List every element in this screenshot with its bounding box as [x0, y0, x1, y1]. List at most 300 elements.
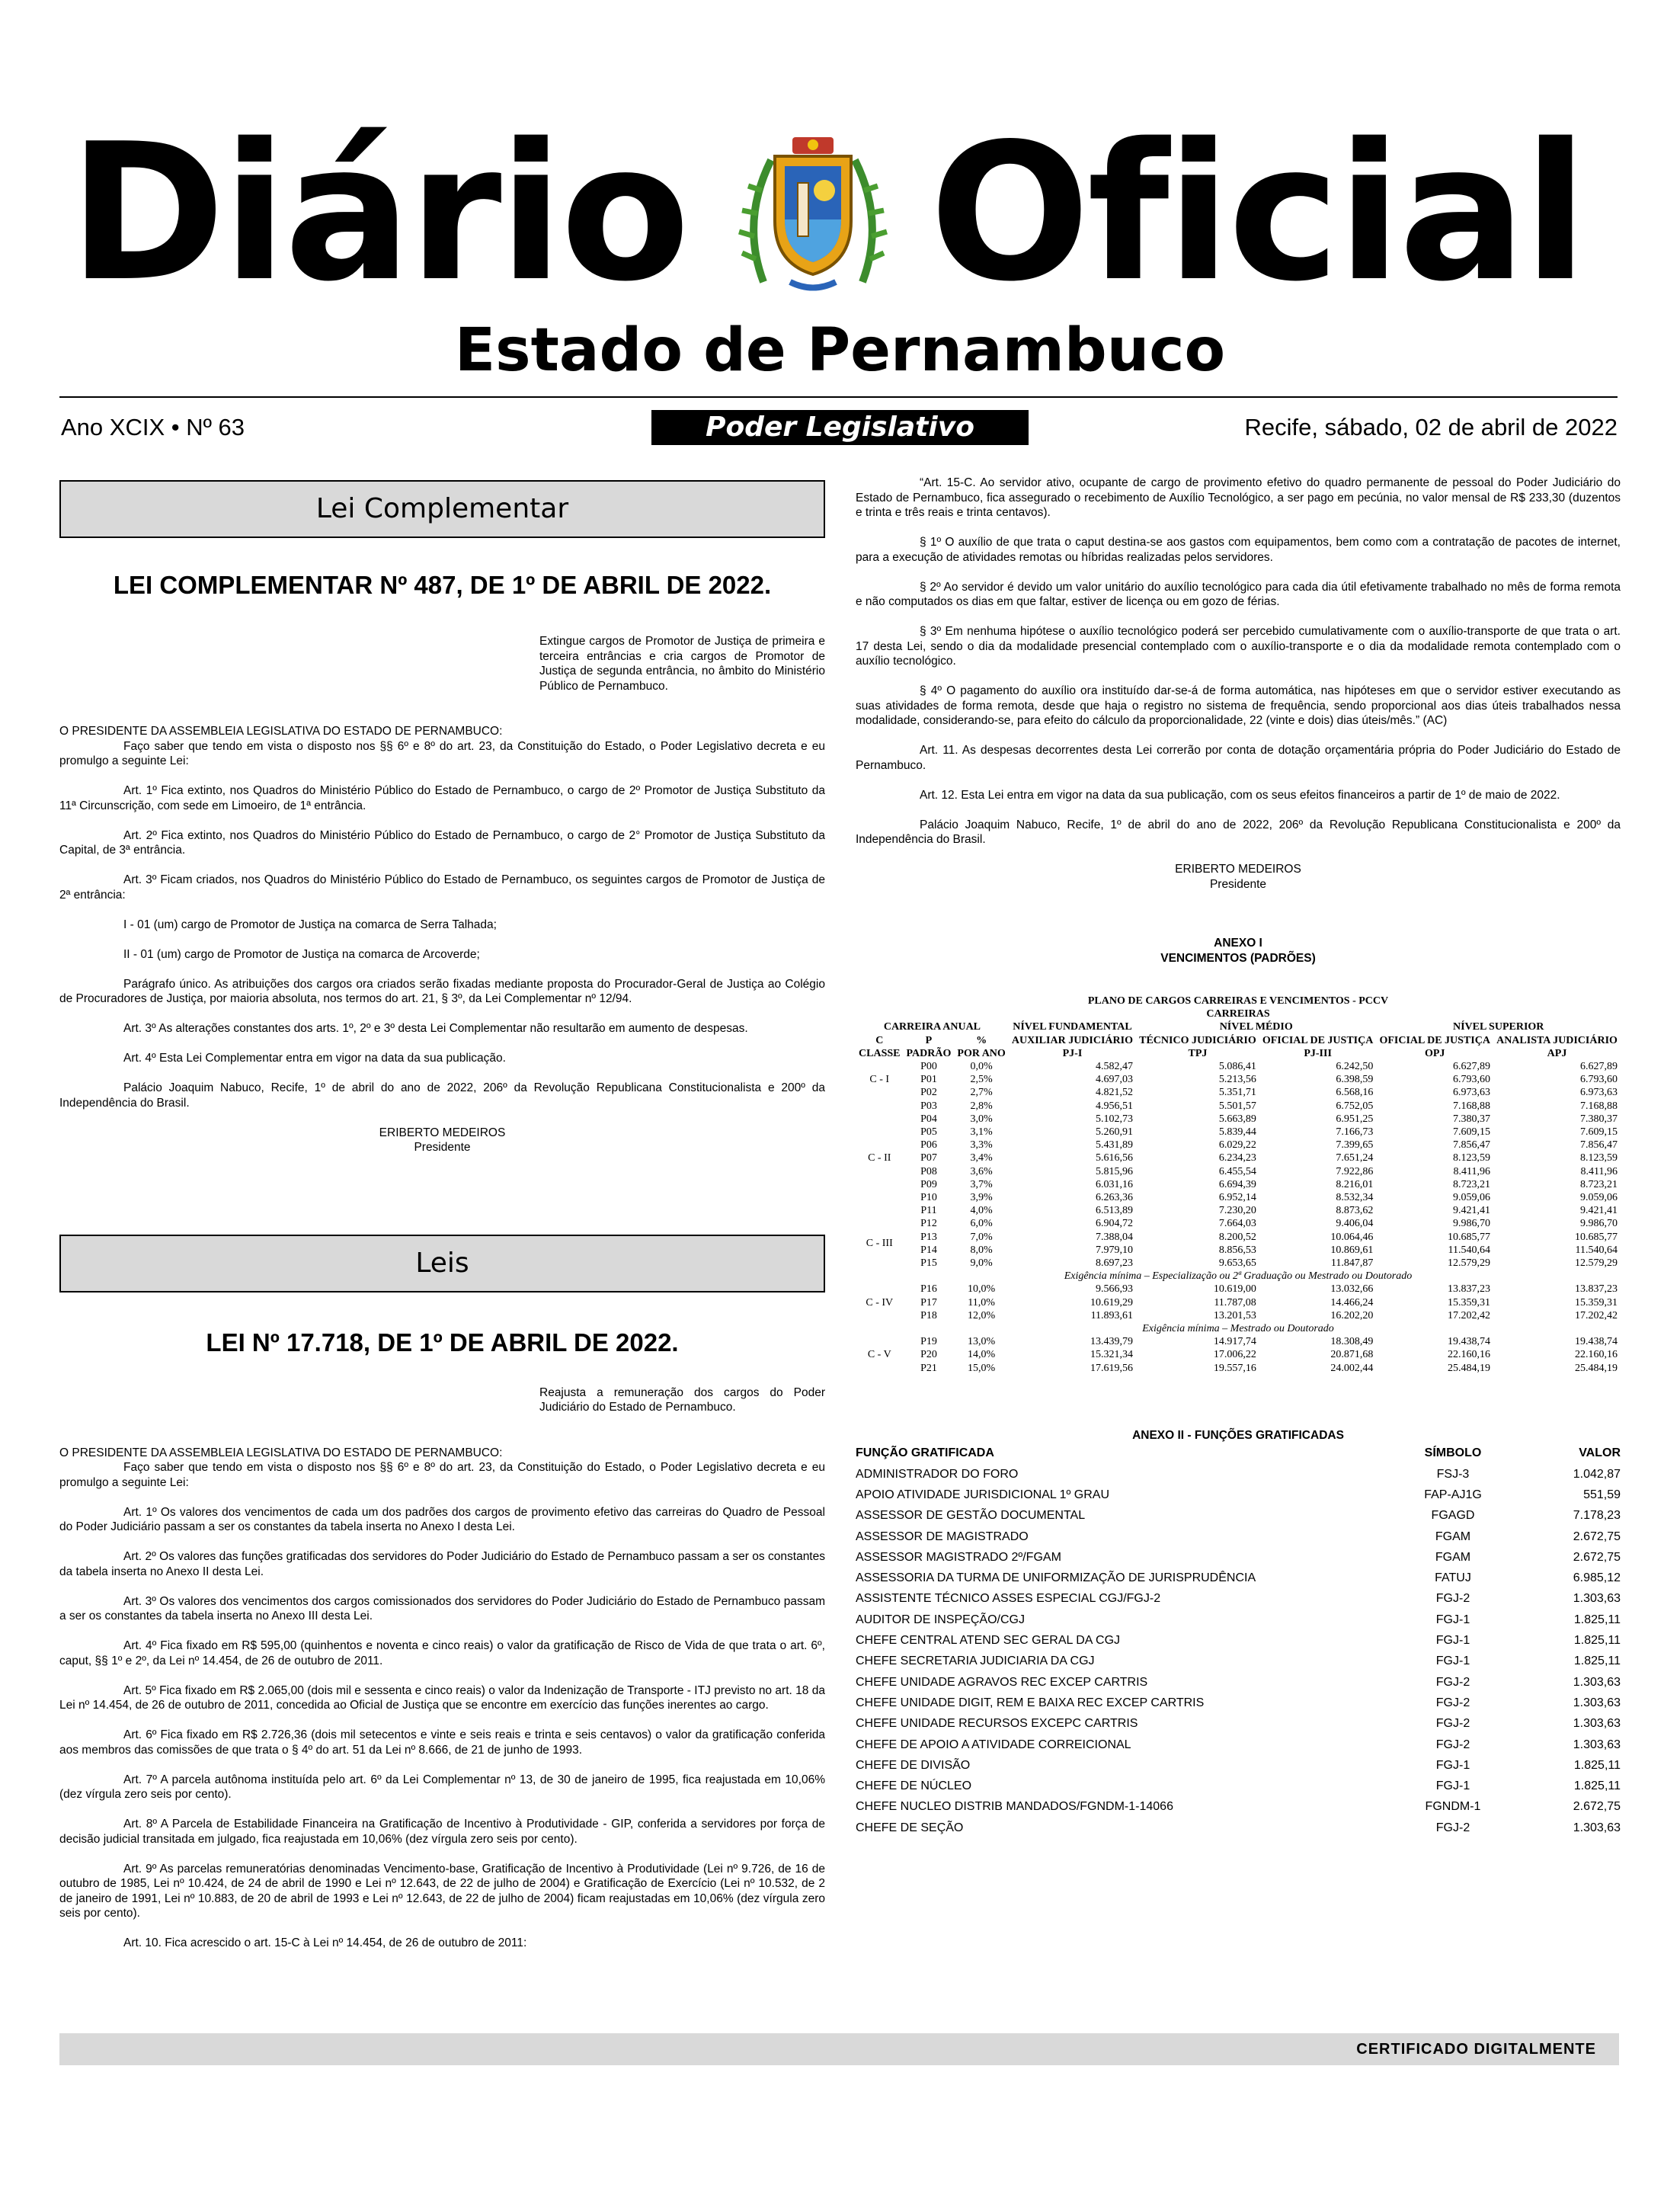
- pct-cell: 2,7%: [970, 1087, 993, 1099]
- value-cell: 17.619,56: [1090, 1362, 1134, 1374]
- lc-paragraph: Palácio Joaquim Nabuco, Recife, 1º de abril do ano de 2022, 206º da Revolução Republicana Constitucionalista e 200º da Independência do Brasil.: [59, 1081, 825, 1110]
- pct-cell: 3,3%: [970, 1139, 993, 1152]
- header-simbolo: SÍMBOLO: [1424, 1446, 1482, 1460]
- header-nivel-superior: NÍVEL SUPERIOR: [1452, 1021, 1544, 1033]
- value-cell: 19.438,74: [1575, 1336, 1618, 1348]
- pct-cell: 6,0%: [970, 1218, 993, 1230]
- padrao-cell: P08: [920, 1165, 937, 1177]
- valor-cell: 1.303,63: [1573, 1675, 1621, 1689]
- valor-cell: 2.672,75: [1573, 1550, 1621, 1564]
- header-padrao: PADRÃO: [906, 1047, 952, 1059]
- value-cell: 6.793,60: [1453, 1074, 1490, 1086]
- table-row: [856, 1348, 1621, 1361]
- table-row: [856, 1610, 1621, 1630]
- pct-cell: 12,0%: [968, 1309, 996, 1321]
- value-cell: 10.064,46: [1330, 1231, 1374, 1243]
- value-cell: 18.308,49: [1330, 1336, 1374, 1348]
- simbolo-cell: FGJ-1: [1435, 1779, 1470, 1793]
- header-pj1: PJ-I: [1062, 1047, 1083, 1059]
- value-cell: 13.032,66: [1330, 1283, 1374, 1296]
- valor-cell: 1.303,63: [1573, 1592, 1621, 1606]
- anexo1-note: Exigência mínima – Mestrado ou Doutorado: [1142, 1323, 1334, 1335]
- art-paragraph: Art. 11. As despesas decorrentes desta Lei correrão por conta de dotação orçamentária própria do Poder Judiciário do Estado de Pernambuco.: [856, 744, 1621, 772]
- valor-cell: 1.303,63: [1573, 1821, 1621, 1834]
- header-analista: ANALISTA JUDICIÁRIO: [1496, 1034, 1618, 1046]
- header-oficial: OFICIAL DE JUSTIÇA: [1262, 1034, 1374, 1046]
- value-cell: 9.406,04: [1336, 1218, 1374, 1230]
- header-por-ano: POR ANO: [957, 1047, 1006, 1059]
- value-cell: 9.653,65: [1218, 1257, 1256, 1270]
- header-pct: %: [976, 1034, 987, 1046]
- value-cell: 17.006,22: [1213, 1349, 1256, 1361]
- simbolo-cell: FGAM: [1435, 1530, 1471, 1543]
- lei-paragraph: Art. 8º A Parcela de Estabilidade Financeira na Gratificação de Incentivo à Produtividade - GIP, conferida a servidores por força de decisão judicial transitada em julgado, fica reajustada em 10,06% (dez vírgula zero seis por cento).: [59, 1818, 825, 1846]
- pct-cell: 15,0%: [968, 1362, 996, 1374]
- funcao-cell: CHEFE NUCLEO DISTRIB MANDADOS/FGNDM-1-14066: [856, 1800, 1173, 1814]
- value-cell: 8.123,59: [1453, 1152, 1490, 1164]
- padrao-cell: P06: [920, 1139, 937, 1152]
- pct-cell: 3,4%: [970, 1152, 993, 1164]
- class-cell: C - IV: [866, 1296, 894, 1309]
- masthead-title-right: Oficial: [930, 104, 1586, 323]
- art15c-paragraph: § 1º O auxílio de que trata o caput destina-se aos gastos com equipamentos, bem como com a contratação de pacotes de internet, para a execução de atividades remotas ou híbridas realizadas pelos servidores.: [856, 536, 1621, 564]
- plan-subtitle: CARREIRAS: [1206, 1008, 1270, 1020]
- value-cell: 13.837,23: [1448, 1283, 1490, 1296]
- left-column: [59, 457, 825, 1951]
- anexo1-table: [856, 995, 1621, 1375]
- value-cell: 7.230,20: [1218, 1205, 1256, 1217]
- lei-paragraph: Art. 7º A parcela autônoma instituída pelo art. 6º da Lei Complementar nº 13, de 30 de janeiro de 1995, fica reajustada em 10,06% (dez vírgula zero seis por cento).: [59, 1773, 825, 1801]
- value-cell: 13.837,23: [1575, 1283, 1618, 1296]
- masthead-title-left: Diário: [69, 104, 687, 323]
- class-cell: C - V: [867, 1349, 891, 1361]
- value-cell: 5.616,56: [1096, 1152, 1134, 1164]
- table-row: [856, 1651, 1621, 1671]
- header-pj3: PJ-III: [1304, 1047, 1332, 1059]
- lc-paragraph: Art. 3º Ficam criados, nos Quadros do Ministério Público do Estado de Pernambuco, os seguintes cargos de Promotor de Justiça de 2ª entrância:: [59, 873, 825, 902]
- padrao-cell: P00: [920, 1061, 937, 1073]
- padrao-cell: P21: [920, 1362, 937, 1374]
- padrao-cell: P05: [920, 1126, 937, 1139]
- value-cell: 4.956,51: [1096, 1100, 1134, 1112]
- signature-name: ERIBERTO MEDEIROS: [379, 1126, 506, 1139]
- value-cell: 5.431,89: [1096, 1139, 1134, 1152]
- value-cell: 9.566,93: [1096, 1283, 1134, 1296]
- funcao-cell: CHEFE UNIDADE AGRAVOS REC EXCEP CARTRIS: [856, 1675, 1148, 1689]
- header-nivel-fundamental: NÍVEL FUNDAMENTAL: [1013, 1021, 1132, 1033]
- value-cell: 10.869,61: [1330, 1244, 1374, 1256]
- value-cell: 6.752,05: [1336, 1100, 1374, 1112]
- masthead-rule: [59, 396, 1618, 398]
- value-cell: 6.694,39: [1218, 1178, 1256, 1190]
- value-cell: 19.557,16: [1213, 1362, 1256, 1374]
- header-valor: VALOR: [1579, 1446, 1621, 1460]
- simbolo-cell: FGAM: [1435, 1550, 1471, 1564]
- value-cell: 6.029,22: [1218, 1139, 1256, 1152]
- value-cell: 5.351,71: [1218, 1087, 1256, 1099]
- funcao-cell: ASSESSOR MAGISTRADO 2º/FGAM: [856, 1550, 1061, 1564]
- value-cell: 6.513,89: [1096, 1205, 1134, 1217]
- pct-cell: 9,0%: [970, 1257, 993, 1270]
- simbolo-cell: FGAGD: [1431, 1509, 1475, 1523]
- value-cell: 6.031,16: [1096, 1178, 1134, 1190]
- lc-paragraph: Art. 3º As alterações constantes dos arts. 1º, 2º e 3º desta Lei Complementar não resultarão em aumento de despesas.: [123, 1022, 748, 1035]
- valor-cell: 1.825,11: [1573, 1758, 1621, 1772]
- simbolo-cell: FGNDM-1: [1425, 1800, 1481, 1814]
- valor-cell: 1.042,87: [1573, 1467, 1621, 1481]
- table-row: [856, 1796, 1621, 1817]
- funcao-cell: APOIO ATIVIDADE JURISDICIONAL 1º GRAU: [856, 1488, 1110, 1501]
- value-cell: 8.532,34: [1336, 1192, 1374, 1204]
- table-row: [856, 1485, 1621, 1505]
- valor-cell: 1.825,11: [1573, 1654, 1621, 1668]
- value-cell: 7.168,88: [1580, 1100, 1618, 1112]
- table-row: [856, 1713, 1621, 1734]
- value-cell: 5.213,56: [1218, 1074, 1256, 1086]
- lei-paragraph: Art. 4º Fica fixado em R$ 595,00 (quinhentos e noventa e cinco reais) o valor da gratificação de Risco de Vida de que trata o art. 6º, caput, §§ 1º e 2º, da Lei nº 14.454, de 26 de outubro de 2011.: [59, 1639, 825, 1667]
- valor-cell: 6.985,12: [1573, 1571, 1621, 1585]
- simbolo-cell: FGJ-2: [1435, 1592, 1470, 1606]
- plan-title: PLANO DE CARGOS CARREIRAS E VENCIMENTOS - PCCV: [1087, 995, 1389, 1007]
- valor-cell: 2.672,75: [1573, 1530, 1621, 1543]
- value-cell: 7.856,47: [1453, 1139, 1490, 1152]
- table-row: [856, 1257, 1621, 1270]
- pct-cell: 11,0%: [968, 1296, 995, 1309]
- value-cell: 7.388,04: [1096, 1231, 1134, 1243]
- value-cell: 11.540,64: [1575, 1244, 1618, 1256]
- pct-cell: 0,0%: [970, 1061, 993, 1073]
- table-row: [856, 1776, 1621, 1796]
- value-cell: 6.973,63: [1580, 1087, 1618, 1099]
- value-cell: 6.568,16: [1336, 1087, 1374, 1099]
- value-cell: 11.847,87: [1330, 1257, 1374, 1270]
- masthead-subtitle: Estado de Pernambuco: [454, 316, 1226, 385]
- art-paragraph: Palácio Joaquim Nabuco, Recife, 1º de abril do ano de 2022, 206º da Revolução Republicana Constitucionalista e 200º da Independência do Brasil.: [856, 818, 1621, 846]
- value-cell: 12.579,29: [1575, 1257, 1618, 1270]
- value-cell: 8.873,62: [1336, 1205, 1374, 1217]
- class-cell: C - III: [866, 1238, 893, 1250]
- value-cell: 4.697,03: [1096, 1074, 1134, 1086]
- value-cell: 24.002,44: [1330, 1362, 1374, 1374]
- lei-paragraph: Faço saber que tendo em vista o disposto nos §§ 6º e 8º do art. 23, da Constituição do Estado, o Poder Legislativo decreta e eu promulgo a seguinte Lei:: [59, 1461, 825, 1489]
- value-cell: 20.871,68: [1330, 1349, 1374, 1361]
- padrao-cell: P15: [920, 1257, 937, 1270]
- section-banner-leis: Leis: [59, 1235, 825, 1292]
- simbolo-cell: FGJ-2: [1435, 1675, 1470, 1689]
- value-cell: 8.411,96: [1453, 1165, 1490, 1177]
- header-apj: APJ: [1547, 1047, 1567, 1059]
- value-cell: 9.059,06: [1453, 1192, 1490, 1204]
- value-cell: 5.086,41: [1218, 1061, 1256, 1073]
- simbolo-cell: FGJ-1: [1435, 1613, 1470, 1626]
- value-cell: 10.685,77: [1448, 1231, 1490, 1243]
- value-cell: 7.166,73: [1336, 1126, 1374, 1139]
- value-cell: 8.697,23: [1096, 1257, 1134, 1270]
- value-cell: 10.685,77: [1575, 1231, 1618, 1243]
- class-cell: C - II: [868, 1152, 891, 1164]
- table-row: [856, 1231, 1621, 1244]
- pct-cell: 13,0%: [968, 1336, 996, 1348]
- header-classe: CLASSE: [859, 1047, 901, 1059]
- right-column: [856, 476, 1621, 1838]
- pct-cell: 4,0%: [970, 1205, 993, 1217]
- padrao-cell: P16: [920, 1283, 937, 1296]
- value-cell: 11.540,64: [1448, 1244, 1490, 1256]
- lei-paragraph: Art. 6º Fica fixado em R$ 2.726,36 (dois mil setecentos e vinte e seis reais e trinta e seis centavos) o valor da gratificação conferida aos membros das comissões de que trata o § 4º do art. 51 da Lei nº 8.666, de 21 de junho de 1993.: [59, 1728, 825, 1757]
- anexo1-note-row: [856, 1322, 1621, 1335]
- table-row: [856, 1113, 1621, 1126]
- value-cell: 8.723,21: [1580, 1178, 1618, 1190]
- value-cell: 5.501,57: [1218, 1100, 1256, 1112]
- padrao-cell: P11: [920, 1205, 937, 1217]
- value-cell: 14.917,74: [1213, 1336, 1256, 1348]
- value-cell: 13.201,53: [1213, 1309, 1256, 1321]
- header-tpj: TPJ: [1188, 1047, 1208, 1059]
- value-cell: 7.380,37: [1580, 1113, 1618, 1125]
- anexo1-title: ANEXO I: [1214, 937, 1262, 950]
- lei-paragraph: O PRESIDENTE DA ASSEMBLEIA LEGISLATIVA DO ESTADO DE PERNAMBUCO:: [59, 1446, 503, 1459]
- class-cell: C - I: [869, 1074, 890, 1086]
- value-cell: 7.380,37: [1453, 1113, 1490, 1125]
- simbolo-cell: FGJ-2: [1435, 1696, 1470, 1709]
- lei-paragraph: Art. 10. Fica acrescido o art. 15-C à Lei nº 14.454, de 26 de outubro de 2011:: [123, 1936, 527, 1949]
- table-row: [856, 1296, 1621, 1309]
- pct-cell: 3,0%: [970, 1113, 993, 1125]
- table-row: [856, 1309, 1621, 1322]
- value-cell: 17.202,42: [1448, 1309, 1490, 1321]
- issue-number: Ano XCIX • Nº 63: [61, 414, 245, 440]
- valor-cell: 1.303,63: [1573, 1696, 1621, 1709]
- pct-cell: 8,0%: [970, 1244, 993, 1256]
- padrao-cell: P19: [920, 1336, 937, 1348]
- value-cell: 6.952,14: [1218, 1192, 1256, 1204]
- funcao-cell: CHEFE DE SEÇÃO: [856, 1821, 964, 1834]
- pct-cell: 3,6%: [970, 1165, 993, 1177]
- table-row: [856, 1505, 1621, 1526]
- padrao-cell: P01: [920, 1074, 937, 1086]
- value-cell: 7.399,65: [1336, 1139, 1374, 1152]
- padrao-cell: P02: [920, 1087, 937, 1099]
- value-cell: 7.609,15: [1580, 1126, 1618, 1139]
- valor-cell: 1.825,11: [1573, 1613, 1621, 1626]
- anexo1-body: [856, 1060, 1621, 1375]
- art15c-paragraph: § 4º O pagamento do auxílio ora instituído dar-se-á de forma automática, nas hipóteses em que o servidor estiver executando as suas atividades de forma remota, desde que haja o registro no sistema de frequência, sendo proporcional aos dias úteis trabalhados nessa modalidade, considerando-se, para efeito do cálculo da proporcionalidade, 22 (vinte e dois) dias úteis/mês.” (AC): [856, 684, 1621, 727]
- value-cell: 17.202,42: [1575, 1309, 1618, 1321]
- funcao-cell: ASSESSORIA DA TURMA DE UNIFORMIZAÇÃO DE JURISPRUDÊNCIA: [856, 1571, 1256, 1585]
- value-cell: 6.455,54: [1218, 1165, 1256, 1177]
- table-row: [856, 1283, 1621, 1296]
- law-title-lc487: LEI COMPLEMENTAR Nº 487, DE 1º DE ABRIL DE 2022.: [113, 571, 772, 599]
- valor-cell: 551,59: [1583, 1488, 1621, 1501]
- header-nivel-medio: NÍVEL MÉDIO: [1219, 1021, 1293, 1033]
- value-cell: 7.609,15: [1453, 1126, 1490, 1139]
- value-cell: 8.723,21: [1453, 1178, 1490, 1190]
- pct-cell: 2,5%: [970, 1074, 993, 1086]
- value-cell: 5.102,73: [1096, 1113, 1134, 1125]
- table-row: [856, 1568, 1621, 1588]
- value-cell: 8.856,53: [1218, 1244, 1256, 1256]
- header-carreira: CARREIRA ANUAL: [883, 1021, 981, 1033]
- lei-paragraph: Art. 3º Os valores dos vencimentos dos cargos comissionados dos servidores do Poder Judiciário do Estado de Pernambuco passam a ser os constantes da tabela inserta no Anexo III desta Lei.: [59, 1594, 825, 1622]
- header-funcao: FUNÇÃO GRATIFICADA: [856, 1446, 994, 1460]
- signature-role: Presidente: [1209, 877, 1267, 891]
- anexo1-subtitle: VENCIMENTOS (PADRÕES): [1160, 951, 1316, 965]
- value-cell: 15.359,31: [1575, 1296, 1618, 1309]
- value-cell: 9.421,41: [1453, 1205, 1490, 1217]
- ementa-17718: Reajusta a remuneração dos cargos do Poder Judiciário do Estado de Pernambuco.: [539, 1385, 825, 1414]
- value-cell: 22.160,16: [1575, 1349, 1618, 1361]
- table-row: [856, 1165, 1621, 1178]
- simbolo-cell: FGJ-2: [1435, 1717, 1470, 1731]
- value-cell: 7.664,03: [1218, 1218, 1256, 1230]
- value-cell: 9.986,70: [1453, 1218, 1490, 1230]
- lc-paragraph: Parágrafo único. As atribuições dos cargos ora criados serão fixadas mediante proposta do Procurador-Geral de Justiça ao Colégio de Procuradores de Justiça, por maioria absoluta, nos termos do art. 21, § 3º, da Lei Complementar nº 12/94.: [59, 977, 825, 1005]
- value-cell: 9.059,06: [1580, 1192, 1618, 1204]
- padrao-cell: P03: [920, 1100, 937, 1112]
- simbolo-cell: FSJ-3: [1436, 1467, 1470, 1481]
- section-badge: Poder Legislativo: [651, 410, 1029, 445]
- table-row: [856, 1335, 1621, 1348]
- value-cell: 9.421,41: [1580, 1205, 1618, 1217]
- funcao-cell: ADMINISTRADOR DO FORO: [856, 1467, 1019, 1481]
- lc-paragraph: Art. 2º Fica extinto, nos Quadros do Ministério Público do Estado de Pernambuco, o cargo de 2° Promotor de Justiça Substituto da Capital, de 3ª entrância.: [59, 828, 825, 857]
- pct-cell: 3,9%: [970, 1192, 993, 1204]
- ementa-lc487: Extingue cargos de Promotor de Justiça de primeira e terceira entrâncias e cria cargos de Promotor de Justiça de segunda entrância, no âmbito do Ministério Público de Pernambuco.: [539, 635, 825, 693]
- value-cell: 7.856,47: [1580, 1139, 1618, 1152]
- value-cell: 7.922,86: [1336, 1165, 1374, 1177]
- valor-cell: 1.303,63: [1573, 1717, 1621, 1731]
- lei-paragraph: Art. 2º Os valores das funções gratificadas dos servidores do Poder Judiciário do Estado de Pernambuco passam a ser os constantes da tabela inserta no Anexo II desta Lei.: [59, 1550, 825, 1578]
- anexo2-table: [856, 1443, 1621, 1838]
- table-row: [856, 1060, 1621, 1073]
- funcao-cell: CHEFE UNIDADE DIGIT, REM E BAIXA REC EXCEP CARTRIS: [856, 1696, 1205, 1709]
- table-row: [856, 1362, 1621, 1375]
- value-cell: 15.359,31: [1448, 1296, 1490, 1309]
- simbolo-cell: FGJ-1: [1435, 1654, 1470, 1668]
- padrao-cell: P20: [920, 1349, 937, 1361]
- simbolo-cell: FGJ-1: [1435, 1758, 1470, 1772]
- table-row: [856, 1139, 1621, 1152]
- lc-paragraph: Art. 1º Fica extinto, nos Quadros do Ministério Público do Estado de Pernambuco, o cargo de 2º Promotor de Justiça Substituto da 11ª Circunscrição, com sede em Limoeiro, de 1ª entrância.: [59, 784, 825, 812]
- value-cell: 6.398,59: [1336, 1074, 1374, 1086]
- value-cell: 10.619,00: [1213, 1283, 1256, 1296]
- value-cell: 4.582,47: [1096, 1061, 1134, 1073]
- signature-name: ERIBERTO MEDEIROS: [1175, 863, 1301, 876]
- simbolo-cell: FGJ-2: [1435, 1821, 1470, 1834]
- lc-paragraph: O PRESIDENTE DA ASSEMBLEIA LEGISLATIVA DO ESTADO DE PERNAMBUCO:: [59, 725, 503, 738]
- table-row: [856, 1073, 1621, 1086]
- value-cell: 25.484,19: [1448, 1362, 1490, 1374]
- table-row: [856, 1755, 1621, 1776]
- pct-cell: 14,0%: [968, 1349, 996, 1361]
- value-cell: 4.821,52: [1096, 1087, 1134, 1099]
- padrao-cell: P17: [920, 1296, 937, 1309]
- table-row: [856, 1244, 1621, 1257]
- header-oficial-sup: OFICIAL DE JUSTIÇA: [1379, 1034, 1490, 1046]
- table-row: [856, 1217, 1621, 1230]
- value-cell: 25.484,19: [1575, 1362, 1618, 1374]
- anexo1-note-row: [856, 1270, 1621, 1283]
- value-cell: 6.793,60: [1580, 1074, 1618, 1086]
- funcao-cell: AUDITOR DE INSPEÇÃO/CGJ: [856, 1613, 1025, 1626]
- padrao-cell: P07: [920, 1152, 937, 1164]
- section-banner-lei-complementar: Lei Complementar: [59, 480, 825, 538]
- value-cell: 11.787,08: [1214, 1296, 1256, 1309]
- value-cell: 6.951,25: [1336, 1113, 1374, 1125]
- table-row: [856, 1547, 1621, 1568]
- anexo1-note: Exigência mínima – Especialização ou 2ª Graduação ou Mestrado ou Doutorado: [1064, 1270, 1413, 1283]
- anexo2-title: ANEXO II - FUNÇÕES GRATIFICADAS: [1132, 1428, 1344, 1442]
- value-cell: 5.663,89: [1218, 1113, 1256, 1125]
- value-cell: 7.168,88: [1453, 1100, 1490, 1112]
- signature-role: Presidente: [414, 1141, 471, 1154]
- value-cell: 6.234,23: [1218, 1152, 1256, 1164]
- anexo2-body: [856, 1464, 1621, 1838]
- table-row: [856, 1693, 1621, 1713]
- header-opj: OPJ: [1424, 1047, 1445, 1059]
- lc-paragraph: Faço saber que tendo em vista o disposto nos §§ 6º e 8º do art. 23, da Constituição do Estado, o Poder Legislativo decreta e eu promulgo a seguinte Lei:: [59, 739, 825, 767]
- funcao-cell: CHEFE SECRETARIA JUDICIARIA DA CGJ: [856, 1654, 1095, 1668]
- value-cell: 12.579,29: [1448, 1257, 1490, 1270]
- value-cell: 10.619,29: [1090, 1296, 1134, 1309]
- table-row: [856, 1152, 1621, 1164]
- pct-cell: 7,0%: [970, 1231, 993, 1243]
- table-row: [856, 1735, 1621, 1755]
- value-cell: 5.260,91: [1096, 1126, 1134, 1139]
- header-c: C: [875, 1034, 884, 1046]
- lc-paragraph: I - 01 (um) cargo de Promotor de Justiça na comarca de Serra Talhada;: [123, 918, 497, 931]
- table-row: [856, 1526, 1621, 1547]
- certificate-bar: CERTIFICADO DIGITALMENTE: [59, 2033, 1619, 2065]
- art15c-paragraph: “Art. 15-C. Ao servidor ativo, ocupante de cargo de provimento efetivo do quadro permanente de pessoal do Poder Judiciário do Estado de Pernambuco, fica assegurado o recebimento de Auxílio Tecnológico, a ser pago em pecúnia, no valor mensal de R$ 233,30 (duzentos e trinta e três reais e trinta centavos).: [856, 476, 1621, 519]
- table-row: [856, 1086, 1621, 1099]
- value-cell: 6.627,89: [1453, 1061, 1490, 1073]
- funcao-cell: ASSISTENTE TÉCNICO ASSES ESPECIAL CGJ/FGJ-2: [856, 1592, 1161, 1606]
- table-row: [856, 1191, 1621, 1204]
- value-cell: 9.986,70: [1580, 1218, 1618, 1230]
- lei-paragraph: Art. 5º Fica fixado em R$ 2.065,00 (dois mil e sessenta e cinco reais) o valor da Indenização de Transporte - ITJ previsto no art. 18 da Lei nº 14.454, de 26 de outubro de 2011, concedida ao Oficial de Justiça que se encontre em exercício das funções inerentes ao cargo.: [59, 1683, 825, 1712]
- value-cell: 5.839,44: [1218, 1126, 1256, 1139]
- value-cell: 8.200,52: [1218, 1231, 1256, 1243]
- table-row: [856, 1630, 1621, 1651]
- value-cell: 13.439,79: [1090, 1336, 1134, 1348]
- table-row: [856, 1100, 1621, 1113]
- header-tecnico: TÉCNICO JUDICIÁRIO: [1139, 1034, 1256, 1046]
- lei-paragraph: Art. 1º Os valores dos vencimentos de cada um dos padrões dos cargos de provimento efetivo das carreiras do Quadro de Pessoal do Poder Judiciário passam a ser os constantes da tabela inserta no Anexo I desta Lei.: [59, 1505, 825, 1533]
- table-row: [856, 1464, 1621, 1485]
- value-cell: 11.893,61: [1090, 1309, 1134, 1321]
- art15c-paragraph: § 2º Ao servidor é devido um valor unitário do auxílio tecnológico para cada dia útil efetivamente trabalhado no mês de forma remota e não computados os dias em que faltar, estiver de licença ou em gozo de férias.: [856, 580, 1621, 608]
- funcao-cell: ASSESSOR DE GESTÃO DOCUMENTAL: [856, 1509, 1086, 1523]
- art-paragraph: Art. 12. Esta Lei entra em vigor na data da sua publicação, com os seus efeitos financeiros a partir de 1º de maio de 2022.: [920, 788, 1560, 802]
- value-cell: 5.815,96: [1096, 1165, 1134, 1177]
- pct-cell: 2,8%: [970, 1100, 993, 1112]
- valor-cell: 2.672,75: [1573, 1800, 1621, 1814]
- funcao-cell: CHEFE DE DIVISÃO: [856, 1758, 971, 1772]
- simbolo-cell: FGJ-1: [1435, 1634, 1470, 1648]
- table-row: [856, 1672, 1621, 1693]
- value-cell: 6.904,72: [1096, 1218, 1134, 1230]
- simbolo-cell: FGJ-2: [1435, 1738, 1470, 1751]
- value-cell: 6.973,63: [1453, 1087, 1490, 1099]
- pct-cell: 10,0%: [968, 1283, 996, 1296]
- table-row: [856, 1588, 1621, 1609]
- simbolo-cell: FATUJ: [1435, 1571, 1471, 1585]
- padrao-cell: P10: [920, 1192, 937, 1204]
- padrao-cell: P13: [920, 1231, 937, 1243]
- value-cell: 15.321,34: [1090, 1349, 1134, 1361]
- value-cell: 7.651,24: [1336, 1152, 1374, 1164]
